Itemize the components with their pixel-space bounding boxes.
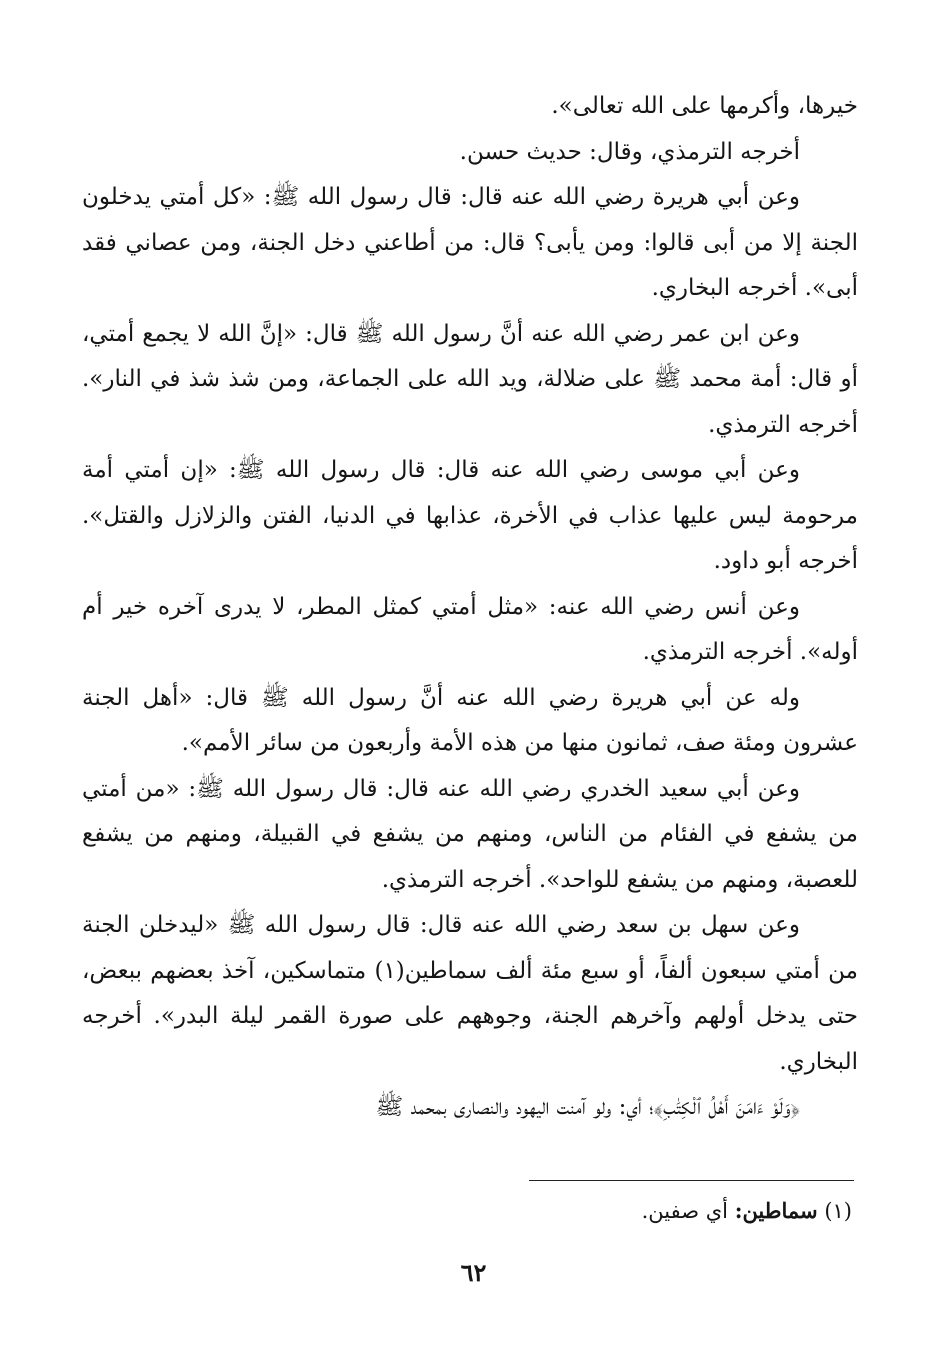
paragraph-9: وعن سهل بن سعد رضي الله عنه قال: قال رسول الله ﷺ «ليدخلن الجنة من أمتي سبعون ألفاً، أو سبع مئة ألف سماطين(١) متماسكين، آخذ بعضهم ببعض، حتى يدخل أولهم وآخرهم الجنة، وجوههم على صورة القمر ليلة البدر». أخرجه البخاري. (82, 912, 858, 1075)
footnote (252, 1196, 852, 1226)
paragraph-3: وعن أبي هريرة رضي الله عنه قال: قال رسول الله ﷺ: «كل أمتي يدخلون الجنة إلا من أبى قالوا: ومن يأبى؟ قال: من أطاعني دخل الجنة، ومن عصاني فقد أبى». أخرجه البخاري. (82, 184, 858, 301)
paragraph-2: أخرجه الترمذي، وقال: حديث حسن. (459, 138, 800, 165)
footnote-number: (١) (824, 1199, 852, 1223)
paragraph-8: وعن أبي سعيد الخدري رضي الله عنه قال: قال رسول الله ﷺ: «من أمتي من يشفع في الفئام من الناس، ومنهم من يشفع في القبيلة، ومنهم من يشفع للعصبة، ومنهم من يشفع للواحد». أخرجه الترمذي. (82, 775, 858, 893)
page-number: ٦٢ (460, 1258, 487, 1287)
paragraph-5: وعن أبي موسى رضي الله عنه قال: قال رسول الله ﷺ: «إن أمتي أمة مرحومة ليس عليها عذاب في الأخرة، عذابها في الدنيا، الفتن والزلازل والقتل». أخرجه أبو داود. (82, 457, 858, 574)
paragraph-1: خيرها، وأكرمها على الله تعالى». (551, 93, 858, 119)
footnote-divider (529, 1180, 854, 1181)
footnote-term: سماطين: (734, 1198, 818, 1223)
paragraph-4: وعن ابن عمر رضي الله عنه أنَّ رسول الله ﷺ قال: «إنَّ الله لا يجمع أمتي، أو قال: أمة محمد ﷺ على ضلالة، ويد الله على الجماعة، ومن شذ شذ في النار». أخرجه الترمذي. (82, 320, 858, 438)
footnote-text: أي صفين. (641, 1199, 728, 1223)
page-body (82, 84, 858, 1131)
paragraph-6: وعن أنس رضي الله عنه: «مثل أمتي كمثل المطر، لا يدرى آخره خير أم أوله». أخرجه الترمذي. (82, 593, 858, 665)
paragraph-7: وله عن أبي هريرة رضي الله عنه أنَّ رسول الله ﷺ قال: «أهل الجنة عشرون ومئة صف، ثمانون منها من هذه الأمة وأربعون من سائر الأمم». (82, 684, 858, 756)
paragraph-10: ﴿وَلَوْ ءَامَنَ أَهْلُ ٱلْكِتَٰبِ﴾؛ أي: ولو آمنت اليهود والنصارى بمحمد ﷺ (375, 1094, 800, 1120)
